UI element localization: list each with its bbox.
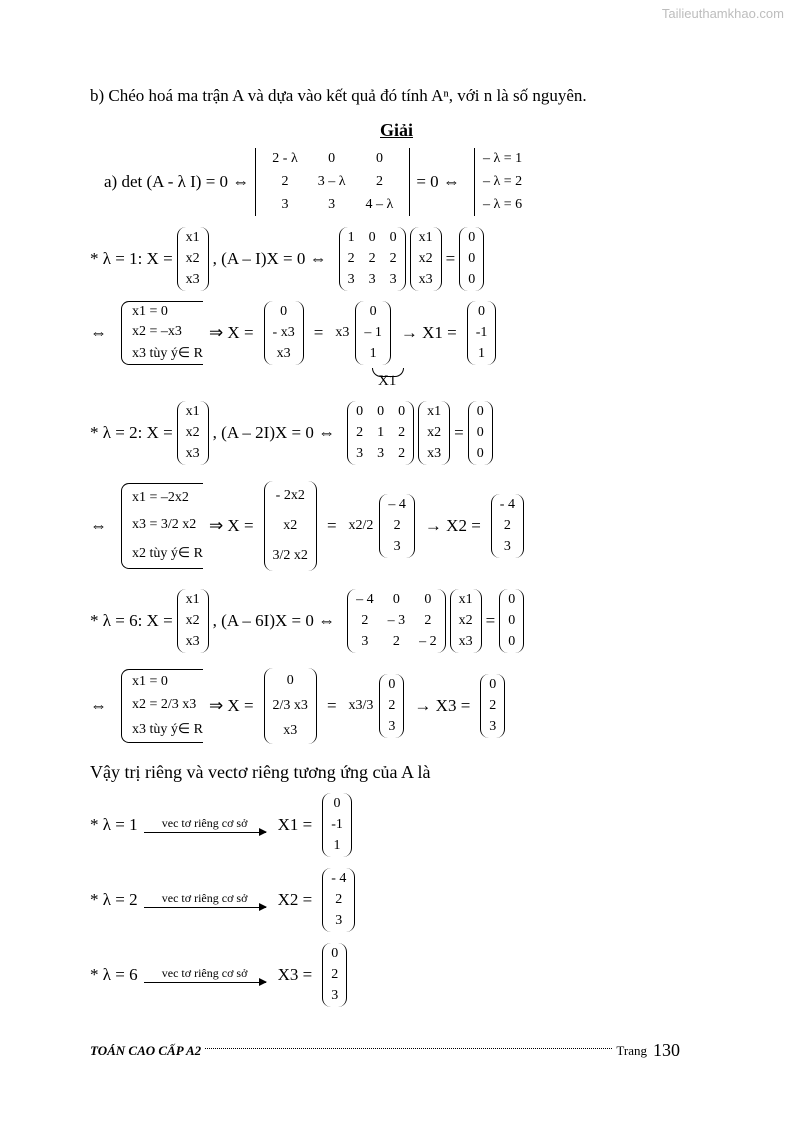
x-general-2: - 2x2 x2 3/2 x2 (264, 481, 317, 571)
part-a-label: a) det (A - λ I) = 0 ⇔ (104, 172, 250, 191)
eigenvalue-roots: – λ = 1 – λ = 2 – λ = 6 (474, 148, 522, 216)
lambda1-equation: * λ = 1: X = x1 x2 x3 , (A – I)X = 0 ⇔ 1 2 3 0 2 3 0 2 3 x1 x2 x3 = 0 0 0 (90, 224, 488, 294)
eigen-pair-1: * λ = 1 vec tơ riêng cơ sở X1 = 0 -1 1 (90, 792, 356, 858)
system-2: ⇔ x1 = –2x2 x3 = 3/2 x2 x2 tùy ý∈ R ⇒ X = - 2x2 x2 3/2 x2 = x2/2 – 4 2 3 → X2 = - 4 2 3 (90, 480, 528, 572)
footer-title: TOÁN CAO CẤP A2 (90, 1042, 202, 1058)
matrix-a-minus-6i: – 4 2 3 0 – 3 2 0 2 – 2 (347, 589, 446, 653)
footer (90, 1040, 680, 1061)
zero-vector: 0 0 0 (499, 589, 524, 653)
conclusion: Vậy trị riêng và vectơ riêng tương ứng của A là (90, 762, 431, 782)
basis-1: 0 – 1 1 (355, 301, 391, 365)
eigen-pair-2: * λ = 2 vec tơ riêng cơ sở X2 = - 4 2 3 (90, 867, 359, 933)
x-vector: x1 x2 x3 (177, 227, 209, 291)
footer-page-label: Trang (616, 1042, 647, 1058)
arrow-1: vec tơ riêng cơ sở (144, 817, 266, 833)
x-vector: x1 x2 x3 (410, 227, 442, 291)
watermark: Tailieuthamkhao.com (661, 6, 784, 21)
x-vector: x1 x2 x3 (177, 589, 209, 653)
problem-b: b) Chéo hoá ma trận A và dựa vào kết quả đó tính Aⁿ, với n là số nguyên. (90, 86, 587, 105)
zero-vector: 0 0 0 (468, 401, 493, 465)
eigen-pair-3: * λ = 6 vec tơ riêng cơ sở X3 = 0 2 3 (90, 942, 351, 1008)
eigenvector-2: - 4 2 3 (322, 868, 355, 932)
x1-vector: 0 -1 1 (467, 301, 497, 365)
x-vector: x1 x2 x3 (450, 589, 482, 653)
zero-vector: 0 0 0 (459, 227, 484, 291)
x-vector: x1 x2 x3 (418, 401, 450, 465)
x-vector: x1 x2 x3 (177, 401, 209, 465)
part-a-determinant (104, 146, 522, 218)
lambda6-equation: * λ = 6: X = x1 x2 x3 , (A – 6I)X = 0 ⇔ – 4 2 3 0 – 3 2 0 2 – 2 x1 x2 x3 = 0 0 0 (90, 586, 528, 656)
system-3: ⇔ x1 = 0 x2 = 2/3 x3 x3 tùy ý∈ R ⇒ X = 0 2/3 x3 x3 = x3/3 0 2 3 → X3 = 0 2 3 (90, 666, 509, 746)
eigenvector-1: 0 -1 1 (322, 793, 352, 857)
page-number: 130 (653, 1040, 680, 1060)
heading: Giải (380, 120, 414, 140)
lambda2-equation: * λ = 2: X = x1 x2 x3 , (A – 2I)X = 0 ⇔ 0 2 3 0 1 3 0 2 2 x1 x2 x3 = 0 0 0 (90, 398, 497, 468)
basis-2: – 4 2 3 (379, 494, 415, 558)
system-1-brace: x1 = 0 x2 = –x3 x3 tùy ý∈ R (121, 301, 203, 365)
x-general-3: 0 2/3 x3 x3 (264, 668, 317, 744)
det-eq: = 0 ⇔ (416, 172, 460, 191)
x3-vector: 0 2 3 (480, 674, 505, 738)
matrix-a-minus-i: 1 2 3 0 2 3 0 2 3 (339, 227, 406, 291)
arrow-2: vec tơ riêng cơ sở (144, 892, 266, 908)
determinant-matrix: 2 - λ 2 3 0 3 – λ 3 0 2 4 – λ (255, 148, 410, 216)
x2-vector: - 4 2 3 (491, 494, 524, 558)
eigenvector-3: 0 2 3 (322, 943, 347, 1007)
basis-3: 0 2 3 (379, 674, 404, 738)
system-3-brace: x1 = 0 x2 = 2/3 x3 x3 tùy ý∈ R (121, 669, 203, 743)
underbrace-label: X1 (378, 373, 397, 389)
x-general-1: 0 - x3 x3 (264, 301, 304, 365)
arrow-3: vec tơ riêng cơ sở (144, 967, 266, 983)
system-2-brace: x1 = –2x2 x3 = 3/2 x2 x2 tùy ý∈ R (121, 483, 203, 569)
matrix-a-minus-2i: 0 2 3 0 1 3 0 2 2 (347, 401, 414, 465)
system-1: ⇔ x1 = 0 x2 = –x3 x3 tùy ý∈ R ⇒ X = 0 - x3 x3 = x3 0 – 1 1 → X1 = 0 -1 1 (90, 298, 500, 368)
